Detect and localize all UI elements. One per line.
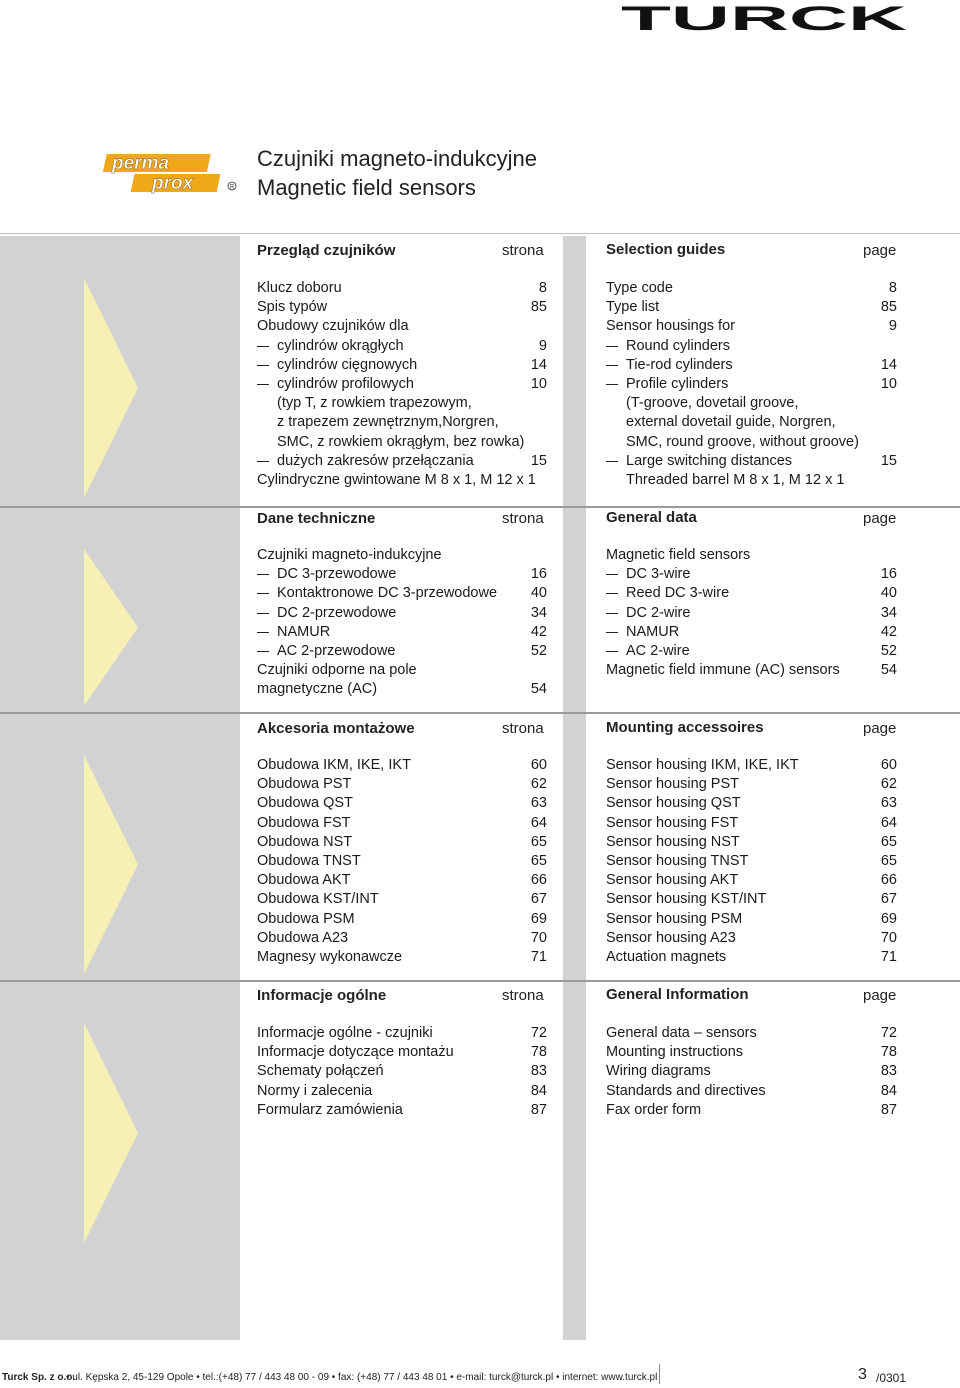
list-item xyxy=(606,1024,897,1043)
list-item xyxy=(257,356,547,375)
list-item xyxy=(606,1101,897,1120)
item-text: DC 3-wire xyxy=(626,566,691,583)
item-text: external dovetail guide, Norgren, xyxy=(626,414,836,431)
item-page-number: 14 xyxy=(880,356,897,373)
item-page-number: 85 xyxy=(530,299,547,316)
item-page-number: 70 xyxy=(530,929,547,946)
item-page-number: 10 xyxy=(880,375,897,392)
section-1-heading-pl: Przegląd czujników xyxy=(257,242,396,259)
item-page-number: 62 xyxy=(530,776,547,793)
section-4-page-label-en: page xyxy=(863,987,897,1004)
item-page-number: 70 xyxy=(880,929,897,946)
item-page-number: 9 xyxy=(888,318,897,335)
item-text: Sensor housings for xyxy=(606,318,735,335)
dash-bullet xyxy=(606,632,618,633)
item-text: Schematy połączeń xyxy=(257,1063,384,1080)
item-page-number: 78 xyxy=(880,1044,897,1061)
item-text: Obudowa KST/INT xyxy=(257,891,379,908)
section-3-separator xyxy=(0,712,960,714)
dash-bullet xyxy=(257,593,269,594)
item-text: Informacje dotyczące montażu xyxy=(257,1044,454,1061)
item-page-number: 85 xyxy=(880,299,897,316)
item-page-number: 62 xyxy=(880,776,897,793)
item-text: NAMUR xyxy=(626,623,680,640)
list-item xyxy=(606,890,897,909)
item-page-number: 52 xyxy=(880,642,897,659)
item-page-number: 66 xyxy=(530,872,547,889)
item-page-number: 83 xyxy=(880,1063,897,1080)
item-text: Profile cylinders xyxy=(626,375,729,392)
list-item xyxy=(257,413,547,432)
section-1-divider-strip xyxy=(563,236,586,506)
item-text: SMC, z rowkiem okrągłym, bez rowka) xyxy=(277,433,525,450)
section-3-heading-pl: Akcesoria montażowe xyxy=(257,720,415,737)
item-page-number: 63 xyxy=(880,795,897,812)
item-page-number: 15 xyxy=(530,452,547,469)
item-text: Informacje ogólne - czujniki xyxy=(257,1025,433,1041)
item-text: NAMUR xyxy=(277,623,331,640)
item-text: Czujniki odporne na pole xyxy=(257,662,417,679)
item-text: Obudowa FST xyxy=(257,814,351,831)
list-item xyxy=(257,546,547,565)
item-text: Formularz zamówienia xyxy=(257,1101,403,1118)
permaprox-logo-line1: perma xyxy=(112,153,170,174)
item-page-number: 69 xyxy=(530,910,547,927)
item-page-number: 42 xyxy=(530,623,547,640)
item-page-number: 60 xyxy=(880,757,897,773)
section-2-heading-en: General data xyxy=(606,509,697,526)
item-page-number: 60 xyxy=(530,757,547,773)
permaprox-logo-line2: prox xyxy=(152,173,194,194)
item-page-number: 34 xyxy=(530,604,547,621)
item-page-number: 78 xyxy=(530,1044,547,1061)
item-text: Large switching distances xyxy=(626,452,793,469)
list-item xyxy=(606,1082,897,1101)
item-page-number: 40 xyxy=(530,585,547,602)
dash-bullet xyxy=(606,651,618,652)
item-text: z trapezem zewnętrznym,Norgren, xyxy=(277,414,499,431)
dash-bullet xyxy=(257,632,269,633)
dash-bullet xyxy=(606,574,618,575)
item-page-number: 42 xyxy=(880,623,897,640)
list-item xyxy=(257,375,547,394)
list-item xyxy=(257,452,547,471)
item-page-number: 83 xyxy=(530,1063,547,1080)
item-text: Obudowa AKT xyxy=(257,872,351,889)
item-text: General data – sensors xyxy=(606,1025,757,1041)
item-page-number: 71 xyxy=(880,948,897,965)
item-text: Reed DC 3-wire xyxy=(626,585,730,602)
item-text: Standards and directives xyxy=(606,1082,766,1099)
dash-bullet xyxy=(257,346,269,347)
list-item xyxy=(606,604,897,623)
list-item xyxy=(257,929,547,948)
section-1-list-pl xyxy=(257,279,547,490)
item-text: Magnetic field sensors xyxy=(606,547,751,563)
list-item xyxy=(257,680,547,699)
item-text: Magnetic field immune (AC) sensors xyxy=(606,662,840,679)
item-page-number: 34 xyxy=(880,604,897,621)
item-page-number: 71 xyxy=(530,948,547,965)
item-text: Sensor housing A23 xyxy=(606,929,736,946)
list-item xyxy=(606,852,897,871)
item-text: (typ T, z rowkiem trapezowym, xyxy=(277,395,472,412)
list-item xyxy=(606,775,897,794)
item-text: Sensor housing TNST xyxy=(606,852,749,869)
item-text: DC 3-przewodowe xyxy=(277,566,397,583)
item-text: magnetyczne (AC) xyxy=(257,681,378,698)
item-page-number: 84 xyxy=(530,1082,547,1099)
list-item xyxy=(606,814,897,833)
item-text: Obudowa QST xyxy=(257,795,353,812)
turck-logo-text: TURCK xyxy=(621,6,908,32)
list-item xyxy=(606,471,897,490)
title-polish: Czujniki magneto-indukcyjne xyxy=(257,146,538,171)
list-item xyxy=(257,298,547,317)
footer-address: • ul. Kępska 2, 45-129 Opole • tel.:(+48) 77 / 443 48 00 - 09 • fax: (+48) 77 / 443 48 01 • e-mail: turck@turck.pl • internet: www.turck.pl xyxy=(66,1372,658,1383)
item-text: Klucz doboru xyxy=(257,280,342,296)
list-item xyxy=(606,1062,897,1081)
item-page-number: 10 xyxy=(530,375,547,392)
list-item xyxy=(606,929,897,948)
item-text: cylindrów cięgnowych xyxy=(277,356,418,373)
list-item xyxy=(606,565,897,584)
list-item xyxy=(606,1043,897,1062)
list-item xyxy=(257,1043,547,1062)
item-text: AC 2-wire xyxy=(626,642,690,659)
item-page-number: 40 xyxy=(880,585,897,602)
section-2-list-pl xyxy=(257,546,547,700)
section-4-list-en xyxy=(606,1024,897,1120)
list-item xyxy=(257,433,547,452)
list-item xyxy=(257,852,547,871)
item-text: Obudowa NST xyxy=(257,833,353,850)
list-item xyxy=(257,1101,547,1120)
dash-bullet xyxy=(257,365,269,366)
list-item xyxy=(257,337,547,356)
item-text: DC 2-przewodowe xyxy=(277,604,397,621)
list-item xyxy=(257,317,547,336)
item-page-number: 16 xyxy=(530,566,547,583)
turck-logo xyxy=(620,6,908,32)
list-item xyxy=(257,279,547,298)
list-item xyxy=(606,584,897,603)
item-page-number: 72 xyxy=(530,1025,547,1041)
section-3-list-pl xyxy=(257,756,547,967)
list-item xyxy=(606,910,897,929)
item-text: Type list xyxy=(606,299,660,316)
section-4-heading-pl: Informacje ogólne xyxy=(257,987,387,1004)
item-text: cylindrów profilowych xyxy=(277,375,414,392)
item-page-number: 67 xyxy=(530,891,547,908)
item-text: Sensor housing KST/INT xyxy=(606,891,767,908)
item-text: Sensor housing NST xyxy=(606,833,740,850)
item-page-number: 9 xyxy=(538,337,547,354)
item-text: Wiring diagrams xyxy=(606,1063,711,1080)
section-1-heading-en: Selection guides xyxy=(606,241,726,258)
list-item xyxy=(606,794,897,813)
section-4-heading-en: General Information xyxy=(606,986,749,1003)
dash-bullet xyxy=(606,384,618,385)
item-text: (T-groove, dovetail groove, xyxy=(626,395,799,412)
list-item xyxy=(606,661,897,680)
list-item xyxy=(257,833,547,852)
section-4-page-label-pl: strona xyxy=(502,987,544,1004)
list-item xyxy=(257,565,547,584)
list-item xyxy=(257,584,547,603)
dash-bullet xyxy=(257,574,269,575)
item-text: Obudowy czujników dla xyxy=(257,318,409,335)
item-text: Sensor housing AKT xyxy=(606,872,739,889)
section-2-list-en xyxy=(606,546,897,680)
item-text: Magnesy wykonawcze xyxy=(257,948,403,965)
item-page-number: 8 xyxy=(888,280,897,296)
list-item xyxy=(257,661,547,680)
list-item xyxy=(257,775,547,794)
item-text: dużych zakresów przełączania xyxy=(277,452,474,469)
dash-bullet xyxy=(257,651,269,652)
dash-bullet xyxy=(606,461,618,462)
dash-bullet xyxy=(606,593,618,594)
list-item xyxy=(257,890,547,909)
list-item xyxy=(257,1024,547,1043)
list-item xyxy=(606,756,897,775)
dash-bullet xyxy=(257,461,269,462)
item-text: AC 2-przewodowe xyxy=(277,642,396,659)
list-item xyxy=(606,394,897,413)
list-item xyxy=(257,471,547,490)
list-item xyxy=(606,871,897,890)
item-text: Tie-rod cylinders xyxy=(626,356,733,373)
item-page-number: 64 xyxy=(530,814,547,831)
item-text: Mounting instructions xyxy=(606,1044,744,1061)
item-page-number: 67 xyxy=(880,891,897,908)
item-page-number: 87 xyxy=(880,1101,897,1118)
section-2-page-label-en: page xyxy=(863,510,897,527)
item-text: Sensor housing IKM, IKE, IKT xyxy=(606,757,799,773)
dash-bullet xyxy=(257,613,269,614)
list-item xyxy=(257,1062,547,1081)
permaprox-logo xyxy=(100,148,240,196)
title-english: Magnetic field sensors xyxy=(257,175,476,200)
item-text: Normy i zalecenia xyxy=(257,1082,373,1099)
list-item xyxy=(606,642,897,661)
item-page-number: 8 xyxy=(538,280,547,296)
item-text: Actuation magnets xyxy=(606,948,727,965)
item-page-number: 15 xyxy=(880,452,897,469)
list-item xyxy=(606,623,897,642)
item-page-number: 72 xyxy=(880,1025,897,1041)
section-3-page-label-en: page xyxy=(863,720,897,737)
item-text: Czujniki magneto-indukcyjne xyxy=(257,547,442,563)
footer-company: Turck Sp. z o.o. xyxy=(2,1372,76,1383)
item-page-number: 52 xyxy=(530,642,547,659)
dash-bullet xyxy=(606,346,618,347)
list-item xyxy=(257,604,547,623)
item-text: Spis typów xyxy=(257,299,328,316)
section-3-page-label-pl: strona xyxy=(502,720,544,737)
item-page-number: 54 xyxy=(880,662,897,679)
item-text: DC 2-wire xyxy=(626,604,691,621)
list-item xyxy=(257,394,547,413)
list-item xyxy=(257,910,547,929)
item-text: Type code xyxy=(606,280,673,296)
list-item xyxy=(606,298,897,317)
item-page-number: 87 xyxy=(530,1101,547,1118)
list-item xyxy=(606,833,897,852)
section-2-heading-pl: Dane techniczne xyxy=(257,510,376,527)
section-1-arrow-icon xyxy=(84,278,138,498)
item-text: Cylindryczne gwintowane M 8 x 1, M 12 x 1 xyxy=(257,471,536,488)
item-text: Obudowa PSM xyxy=(257,910,355,927)
item-page-number: 16 xyxy=(880,566,897,583)
item-page-number: 65 xyxy=(880,833,897,850)
top-rule xyxy=(0,233,960,234)
section-4-divider-strip xyxy=(563,981,586,1340)
section-2-arrow-icon xyxy=(84,549,138,706)
item-text: Kontaktronowe DC 3-przewodowe xyxy=(277,585,498,602)
item-page-number: 64 xyxy=(880,814,897,831)
list-item xyxy=(606,546,897,565)
item-page-number: 84 xyxy=(880,1082,897,1099)
footer-page-number: 3 xyxy=(858,1366,867,1383)
item-text: Obudowa IKM, IKE, IKT xyxy=(257,757,411,773)
list-item xyxy=(257,623,547,642)
item-text: Sensor housing PSM xyxy=(606,910,743,927)
list-item xyxy=(257,642,547,661)
section-3-list-en xyxy=(606,756,897,967)
list-item xyxy=(606,375,897,394)
item-page-number: 66 xyxy=(880,872,897,889)
list-item xyxy=(606,948,897,967)
item-page-number: 65 xyxy=(880,852,897,869)
section-3-heading-en: Mounting accessoires xyxy=(606,719,764,736)
dash-bullet xyxy=(257,384,269,385)
item-text: Sensor housing QST xyxy=(606,795,741,812)
list-item xyxy=(257,1082,547,1101)
item-page-number: 54 xyxy=(530,681,547,698)
section-1-page-label-en: page xyxy=(863,242,897,259)
list-item xyxy=(257,871,547,890)
item-text: Obudowa TNST xyxy=(257,852,361,869)
section-4-list-pl xyxy=(257,1024,547,1120)
list-item xyxy=(606,317,897,336)
list-item xyxy=(606,337,897,356)
section-1-page-label-pl: strona xyxy=(502,242,544,259)
item-page-number: 14 xyxy=(530,356,547,373)
item-page-number: 65 xyxy=(530,833,547,850)
section-4-arrow-icon xyxy=(84,1023,138,1243)
item-text: Threaded barrel M 8 x 1, M 12 x 1 xyxy=(626,471,845,488)
item-text: Round cylinders xyxy=(626,337,730,354)
item-page-number: 69 xyxy=(880,910,897,927)
section-2-divider-strip xyxy=(563,507,586,712)
item-page-number: 63 xyxy=(530,795,547,812)
list-item xyxy=(606,413,897,432)
section-3-divider-strip xyxy=(563,713,586,980)
footer-edition: /0301 xyxy=(876,1371,907,1385)
section-3-arrow-icon xyxy=(84,755,138,974)
section-1-list-en xyxy=(606,279,897,490)
list-item xyxy=(606,452,897,471)
item-text: cylindrów okrągłych xyxy=(277,337,404,354)
list-item xyxy=(606,279,897,298)
svg-text:R: R xyxy=(229,184,235,191)
list-item xyxy=(606,356,897,375)
item-text: Sensor housing FST xyxy=(606,814,739,831)
item-page-number: 65 xyxy=(530,852,547,869)
item-text: Fax order form xyxy=(606,1101,702,1118)
section-4-separator xyxy=(0,980,960,982)
list-item xyxy=(257,814,547,833)
list-item xyxy=(257,756,547,775)
list-item xyxy=(257,948,547,967)
item-text: Sensor housing PST xyxy=(606,776,739,793)
dash-bullet xyxy=(606,613,618,614)
dash-bullet xyxy=(606,365,618,366)
section-2-page-label-pl: strona xyxy=(502,510,544,527)
section-2-separator xyxy=(0,506,960,508)
list-item xyxy=(606,433,897,452)
item-text: Obudowa PST xyxy=(257,776,352,793)
item-text: Obudowa A23 xyxy=(257,929,349,946)
list-item xyxy=(257,794,547,813)
item-text: SMC, round groove, without groove) xyxy=(626,433,859,450)
